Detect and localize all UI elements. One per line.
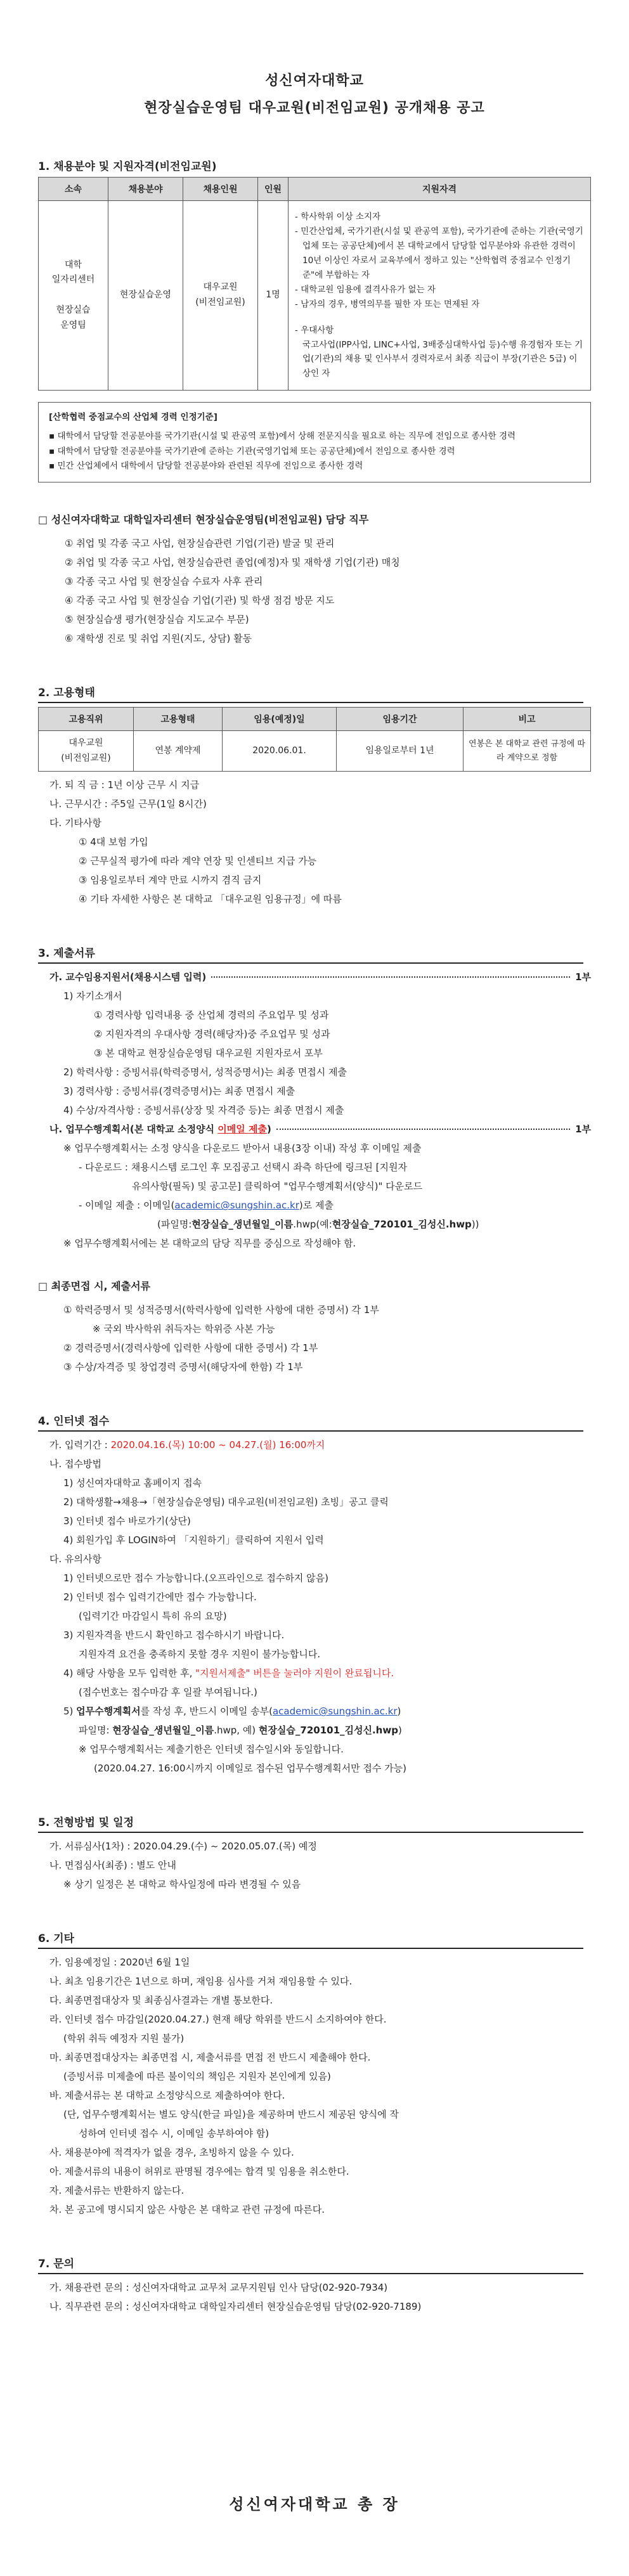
email-submit-line (49, 1196, 591, 1215)
email-label-end: )로 제출 (299, 1200, 334, 1212)
apply-line: 3) 인터넷 접수 바로가기(상단) (63, 1515, 191, 1527)
email-label: - 이메일 제출 : 이메일( (79, 1200, 175, 1212)
section1-heading: 1. 채용분야 및 지원자격(비전임교원) (38, 160, 217, 173)
item5-text: 를 작성 후, 반드시 이메일 송부( (140, 1705, 273, 1718)
col-affiliation: 소속 (39, 178, 108, 201)
dot-leader (211, 976, 570, 978)
work-plan-count: 1부 (575, 1123, 591, 1136)
etc-line: 라. 인터넷 접수 마감일(2020.04.27.) 현재 해당 학위를 반드시 소지하여야 한다. (49, 2014, 387, 2026)
apply-period-line (49, 1435, 591, 1454)
duty-item: ③ 각종 국고 사업 및 현장실습 수료자 사후 관리 (65, 575, 263, 587)
duties-list (38, 534, 591, 648)
final-doc-line: ※ 국외 박사학위 취득자는 학위증 사본 가능 (93, 1323, 275, 1335)
contact-line: 가. 채용관련 문의 : 성신여자대학교 교무처 교무지원팀 인사 담당(02-920-7934) (49, 2282, 388, 2294)
col-emp-note: 비고 (464, 707, 591, 730)
apply-line: (입력기간 마감일시 특히 유의 요망) (79, 1610, 227, 1622)
etc-line: 사. 채용분야에 적격자가 없을 경우, 초빙하지 않을 수 있다. (49, 2147, 294, 2159)
schedule-line: ※ 상기 일정은 본 대학교 학사일정에 따라 변경될 수 있음 (63, 1879, 301, 1891)
etc-list (38, 1953, 591, 2219)
qual-line: - 남자의 경우, 병역의무를 필한 자 또는 면제된 자 (295, 299, 480, 309)
employment-table (38, 707, 591, 772)
etc-line: (증빙서류 미제출에 따른 불이익의 책임은 지원자 본인에게 있음) (63, 2071, 331, 2083)
filename-end: )) (471, 1219, 479, 1231)
cell-affiliation: 대학 일자리센터 현장실습 운영팀 (39, 201, 108, 391)
final-doc-line: ② 경력증명서(경력사항에 입력한 사항에 대한 증명서) 각 1부 (63, 1342, 318, 1354)
etc-line: 차. 본 공고에 명시되지 않은 사항은 본 대학교 관련 규정에 따른다. (49, 2204, 325, 2216)
cell-emp-period: 임용일로부터 1년 (337, 730, 464, 772)
duty-item: ① 취업 및 각종 국고 사업, 현장실습관련 기업(기관) 발굴 및 관리 (65, 537, 335, 549)
apply-line: 3) 지원자격을 반드시 확인하고 접수하시기 바랍니다. (63, 1629, 285, 1641)
qual-line: - 대학교원 임용에 결격사유가 없는 자 (295, 284, 436, 295)
etc-line: (학위 취득 예정자 지원 불가) (63, 2033, 185, 2045)
doc-line: 4) 수상/자격사항 : 증빙서류(상장 및 자격증 등)는 최종 면접시 제출 (63, 1104, 344, 1116)
filename-line (49, 1215, 591, 1234)
doc-line: 2) 학력사항 : 증빙서류(학력증명서, 성적증명서)는 최종 면접시 제출 (63, 1066, 347, 1078)
final-docs-list (38, 1300, 591, 1376)
item5-bold: 업무수행계획서 (76, 1705, 141, 1718)
criteria-title: [산학협력 중점교수의 산업체 경력 인정기준] (49, 412, 217, 423)
workplan-filename-line (49, 1721, 591, 1740)
work-plan-line (49, 1120, 591, 1139)
file-end: ) (398, 1725, 402, 1737)
etc-line: 바. 제출서류는 본 대학교 소정양식으로 제출하여야 한다. (49, 2090, 285, 2102)
apply-line: 2) 대학생활→채용→「현장실습운영팀) 대우교원(비전임교원) 초빙」공고 클릭 (63, 1496, 389, 1508)
dot-leader (276, 1129, 570, 1130)
doc-line: ① 경력사항 입력내용 중 산업체 경력의 주요업무 및 성과 (94, 1009, 329, 1021)
duty-item: ⑤ 현장실습생 평가(현장실습 지도교수 부문) (65, 613, 249, 625)
doc-line: 3) 경력사항 : 증빙서류(경력증명서)는 최종 면접시 제출 (63, 1085, 295, 1097)
qual-spacer (295, 312, 584, 323)
col-qualifications: 지원자격 (289, 178, 591, 201)
apply-line: ※ 업무수행계획서는 제출기한은 인터넷 접수일시와 동일합니다. (79, 1744, 344, 1756)
detail-line: 가. 퇴 직 금 : 1년 이상 근무 시 지급 (49, 779, 200, 791)
col-field: 채용분야 (108, 178, 183, 201)
duty-item: ⑥ 재학생 진로 및 취업 지원(지도, 상담) 활동 (65, 632, 252, 644)
apply-line: 1) 인터넷으로만 접수 가능합니다.(오프라인으로 접수하지 않음) (63, 1572, 328, 1584)
online-apply-list (38, 1435, 591, 1778)
president-signature: 성신여자대학교 총 장 (229, 2495, 400, 2513)
filename-example: 현장실습_720101_김성신.hwp (332, 1219, 472, 1231)
cell-field: 현장실습운영 (108, 201, 183, 391)
section4-heading: 4. 인터넷 접수 (38, 1412, 583, 1432)
recruit-table (38, 177, 591, 391)
section5-heading: 5. 전형방법 및 일정 (38, 1813, 583, 1833)
apply-line: 2) 인터넷 접수 입력기간에만 접수 가능합니다. (63, 1591, 257, 1603)
work-plan-title-close: ) (266, 1123, 271, 1136)
qual-line: - 민간산업체, 국가기관(시설 및 관공역 포함), 국가기관에 준하는 기관(국영기업체 또는 공공단체)에서 본 대학교에서 담당할 업무분야와 유관한 경력이 10년 이상인 자로서 교육부에서 정하고 있는 "산학협력 중점교수 인정기준"에 부합하는 자 (295, 226, 583, 280)
cell-position: 대우교원 (비전임교원) (183, 201, 258, 391)
file-example: 현장실습_720101_김성신.hwp (258, 1725, 398, 1737)
qual-line: - 학사학위 이상 소지자 (295, 212, 381, 222)
col-emp-date: 임용(예정)일 (223, 707, 337, 730)
apply-line: 4) 회원가입 후 LOGIN하여 「지원하기」클릭하여 지원서 입력 (63, 1534, 324, 1546)
apply-period-value: 2020.04.16.(목) 10:00 ~ 04.27.(월) 16:00까지 (110, 1439, 325, 1451)
application-form-line (49, 968, 591, 987)
criteria-item: ▪ 대학에서 담당할 전공분야를 국가기관(시설 및 관공역 포함)에서 상해 전문지식을 필요로 하는 직무에 전임으로 종사한 경력 (49, 430, 516, 441)
apply-line: (2020.04.27. 16:00시까지 이메일로 접수된 업무수행계획서만 접수 가능) (94, 1763, 406, 1775)
doc-line: ※ 업무수행계획서에는 본 대학교의 담당 직무를 중심으로 작성해야 함. (63, 1238, 356, 1250)
criteria-item: ▪ 민간 산업체에서 대학에서 담당할 전공분야와 관련된 직무에 전임으로 종사한 경력 (49, 461, 363, 472)
apply-line: 나. 접수방법 (49, 1458, 101, 1470)
work-plan-title (49, 1120, 271, 1139)
doc-line: 유의사항(필독) 및 공고문] 클릭하여 "업무수행계획서(양식)" 다운로드 (132, 1181, 423, 1193)
email-link[interactable]: academic@sungshin.ac.kr (174, 1200, 299, 1212)
filename-prefix: (파일명: (157, 1219, 192, 1231)
section7-heading: 7. 문의 (38, 2255, 583, 2274)
section3-heading: 3. 제출서류 (38, 944, 583, 964)
etc-line: 가. 임용예정일 : 2020년 6월 1일 (49, 1957, 190, 1969)
contact-line: 나. 직무관련 문의 : 성신여자대학교 대학일자리센터 현장실습운영팀 담당(02-920-7189) (49, 2301, 422, 2313)
file-format: 현장실습_생년월일_이름 (112, 1725, 214, 1737)
duty-item: ② 취업 및 각종 국고 사업, 현장실습관련 졸업(예정)자 및 재학생 기업(기관) 매칭 (65, 556, 400, 568)
col-position: 채용인원 (183, 178, 258, 201)
col-count: 인원 (258, 178, 289, 201)
final-doc-line: ③ 수상/자격증 및 창업경력 증명서(해당자에 한함) 각 1부 (63, 1361, 303, 1373)
detail-line: ④ 기타 자세한 사항은 본 대학교 「대우교원 임용규정」에 따름 (79, 893, 342, 905)
application-form-count: 1부 (575, 971, 591, 983)
schedule-list (38, 1837, 591, 1894)
section6-heading: 6. 기타 (38, 1929, 583, 1949)
schedule-line: 가. 서류심사(1차) : 2020.04.29.(수) ~ 2020.05.07.(목) 예정 (49, 1841, 317, 1853)
item5-end: ) (397, 1705, 401, 1718)
file-label: 파일명: (79, 1725, 113, 1737)
qual-line: - 우대사항 (295, 325, 334, 335)
application-form-title: 가. 교수임용지원서(채용시스템 입력) (49, 971, 207, 983)
detail-line: ③ 임용일로부터 계약 만료 시까지 겸직 금지 (79, 874, 262, 886)
documents-list (38, 968, 591, 1253)
detail-line: 나. 근무시간 : 주5일 근무(1일 8시간) (49, 798, 207, 810)
cell-count: 1명 (258, 201, 289, 391)
etc-line: (단, 업무수행계획서는 별도 양식(한글 파일)을 제공하며 반드시 제공된 양식에 작 (63, 2109, 399, 2121)
detail-line: ① 4대 보험 가입 (79, 836, 148, 848)
final-doc-line: ① 학력증명서 및 성적증명서(학력사항에 입력한 사항에 대한 증명서) 각 1부 (63, 1304, 379, 1316)
apply-line: (접수번호는 접수마감 후 일괄 부여됩니다.) (79, 1686, 257, 1699)
item5-num: 5) (63, 1705, 77, 1718)
employment-details (38, 775, 591, 909)
etc-line: 성하여 인터넷 접수 시, 이메일 송부하여야 함) (79, 2128, 269, 2140)
doc-line: ③ 본 대학교 현장실습운영팀 대우교원 지원자로서 포부 (94, 1047, 323, 1059)
email-submit-note: 이메일 제출 (217, 1123, 267, 1136)
doc-line: - 다운로드 : 채용시스템 로그인 후 모집공고 선택시 좌측 하단에 링크된 [지원자 (79, 1162, 407, 1174)
detail-line: 다. 기타사항 (49, 817, 101, 829)
etc-line: 아. 제출서류의 내용이 허위로 판명될 경우에는 합격 및 임용을 취소한다. (49, 2166, 349, 2178)
submit-note-line (49, 1664, 591, 1683)
etc-line: 나. 최초 임용기간은 1년으로 하며, 재임용 심사를 거쳐 재임용할 수 있다. (49, 1976, 353, 1988)
etc-line: 다. 최종면접대상자 및 최종심사결과는 개별 통보한다. (49, 1995, 273, 2007)
final-interview-heading: □ 최종면접 시, 제출서류 (38, 1280, 151, 1293)
file-mid: .hwp, 예) (214, 1725, 259, 1737)
doc-line: ※ 업무수행계획서는 소정 양식을 다운로드 받아서 내용(3장 이내) 작성 후 이메일 제출 (63, 1142, 422, 1155)
duty-item: ④ 각종 국고 사업 및 현장실습 기업(기관) 및 학생 점검 방문 지도 (65, 594, 335, 606)
cell-emp-type: 연봉 계약제 (134, 730, 223, 772)
doc-line: 1) 자기소개서 (63, 990, 122, 1002)
duties-heading: □ 성신여자대학교 대학일자리센터 현장실습운영팀(비전임교원) 담당 직무 (38, 513, 369, 526)
apply-line: 1) 성신여자대학교 홈페이지 접속 (63, 1477, 202, 1489)
page-title: 성신여자대학교 (265, 73, 364, 89)
cell-qualifications (289, 201, 591, 391)
etc-line: 마. 최종면접대상자는 최종면접 시, 제출서류를 면접 전 반드시 제출해야 한다. (49, 2052, 371, 2064)
schedule-line: 나. 면접심사(최종) : 별도 안내 (49, 1860, 176, 1872)
col-emp-position: 고용직위 (39, 707, 134, 730)
cell-emp-note: 연봉은 본 대학교 관련 규정에 따라 계약으로 정함 (464, 730, 591, 772)
workplan-email-line (49, 1702, 591, 1721)
email-link[interactable]: academic@sungshin.ac.kr (272, 1705, 398, 1718)
cell-emp-position: 대우교원 (비전임교원) (39, 730, 134, 772)
section2-heading: 2. 고용형태 (38, 683, 583, 703)
col-emp-type: 고용형태 (134, 707, 223, 730)
filename-mid: .hwp(예: (293, 1219, 332, 1231)
detail-line: ② 근무실적 평가에 따라 계약 연장 및 인센티브 지급 가능 (79, 855, 317, 867)
submit-note-text: 4) 해당 사항을 모두 입력한 후, (63, 1667, 196, 1680)
contact-list (38, 2278, 591, 2316)
apply-period-label: 가. 입력기간 : (49, 1439, 111, 1451)
page-subtitle: 현장실습운영팀 대우교원(비전임교원) 공개채용 공고 (144, 100, 485, 116)
work-plan-title-text: 나. 업무수행계획서(본 대학교 소정양식 (49, 1123, 218, 1136)
cell-emp-date: 2020.06.01. (223, 730, 337, 772)
criteria-item: ▪ 대학에서 담당할 전공분야를 국가기관에 준하는 기관(국영기업체 또는 공공단체)에서 전임으로 종사한 경력 (49, 446, 455, 456)
etc-line: 자. 제출서류는 반환하지 않는다. (49, 2185, 185, 2197)
apply-line: 다. 유의사항 (49, 1553, 101, 1565)
col-emp-period: 임용기간 (337, 707, 464, 730)
filename-format: 현장실습_생년월일_이름 (191, 1219, 294, 1231)
doc-line: ② 지원자격의 우대사항 경력(해당자)중 주요업무 및 성과 (94, 1028, 330, 1040)
career-criteria-box (38, 402, 591, 482)
submit-button-note: "지원서제출" 버튼을 눌러야 지원이 완료됩니다. (195, 1667, 394, 1680)
qual-line: 국고사업(IPP사업, LINC+사업, 3배중심대학사업 등)수행 유경험자 또는 기업(기관)의 채용 및 인사부서 경력자로서 최종 직급이 부장(기관은 5급) 이상인 자 (302, 339, 583, 379)
apply-line: 지원자격 요건을 충족하지 못할 경우 지원이 불가능합니다. (79, 1648, 321, 1660)
